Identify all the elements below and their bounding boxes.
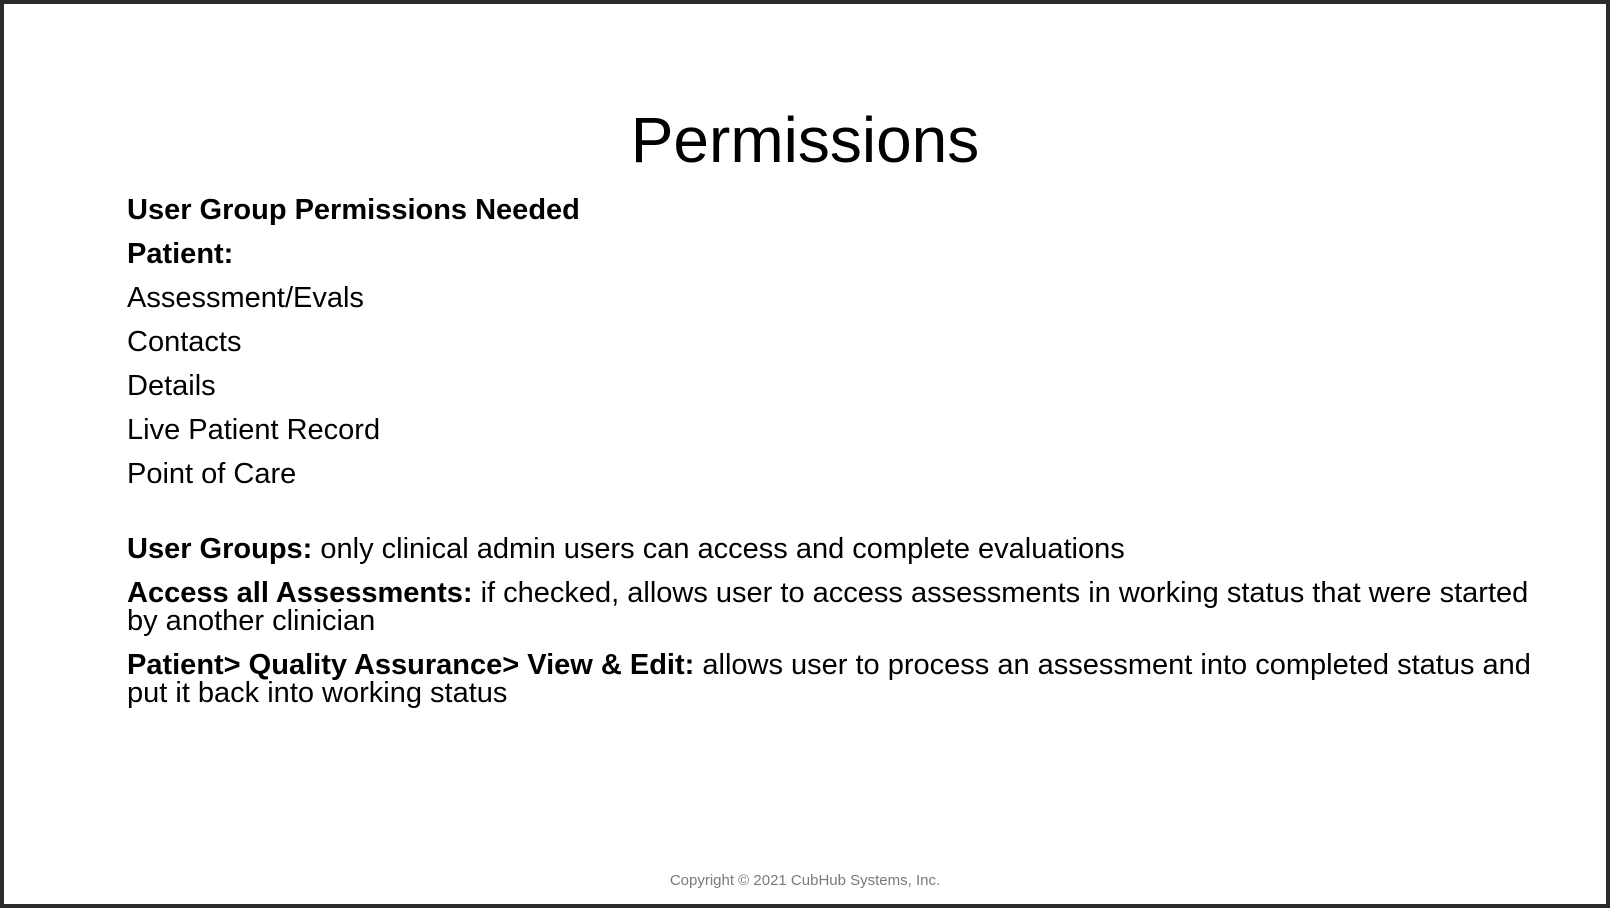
- note-user-groups: [127, 535, 1547, 563]
- slide-body: [127, 193, 1547, 707]
- list-item: Live Patient Record: [127, 414, 381, 446]
- note-text: only clinical admin users can access and complete evaluations: [312, 533, 1125, 565]
- patient-section-label: Patient:: [127, 238, 234, 270]
- note-quality-assurance: [127, 651, 1547, 707]
- permissions-heading: User Group Permissions Needed: [127, 194, 580, 226]
- list-item: Contacts: [127, 326, 242, 358]
- note-access-all-assessments: [127, 579, 1547, 635]
- slide-title: Permissions: [630, 104, 980, 176]
- list-item: Assessment/Evals: [127, 282, 364, 314]
- note-label: User Groups:: [127, 533, 313, 565]
- copyright-footer: Copyright © 2021 CubHub Systems, Inc.: [669, 872, 941, 889]
- list-item: Point of Care: [127, 458, 297, 490]
- note-text: allows user to process an assessment into completed status and put it back into working status: [127, 649, 1531, 709]
- note-text: if checked, allows user to access assessments in working status that were started by another clinician: [127, 577, 1529, 637]
- list-item: Details: [127, 370, 216, 402]
- slide: [4, 4, 1606, 904]
- note-label: Patient> Quality Assurance> View & Edit:: [127, 649, 695, 681]
- spacer: [127, 491, 1547, 535]
- note-label: Access all Assessments:: [127, 577, 473, 609]
